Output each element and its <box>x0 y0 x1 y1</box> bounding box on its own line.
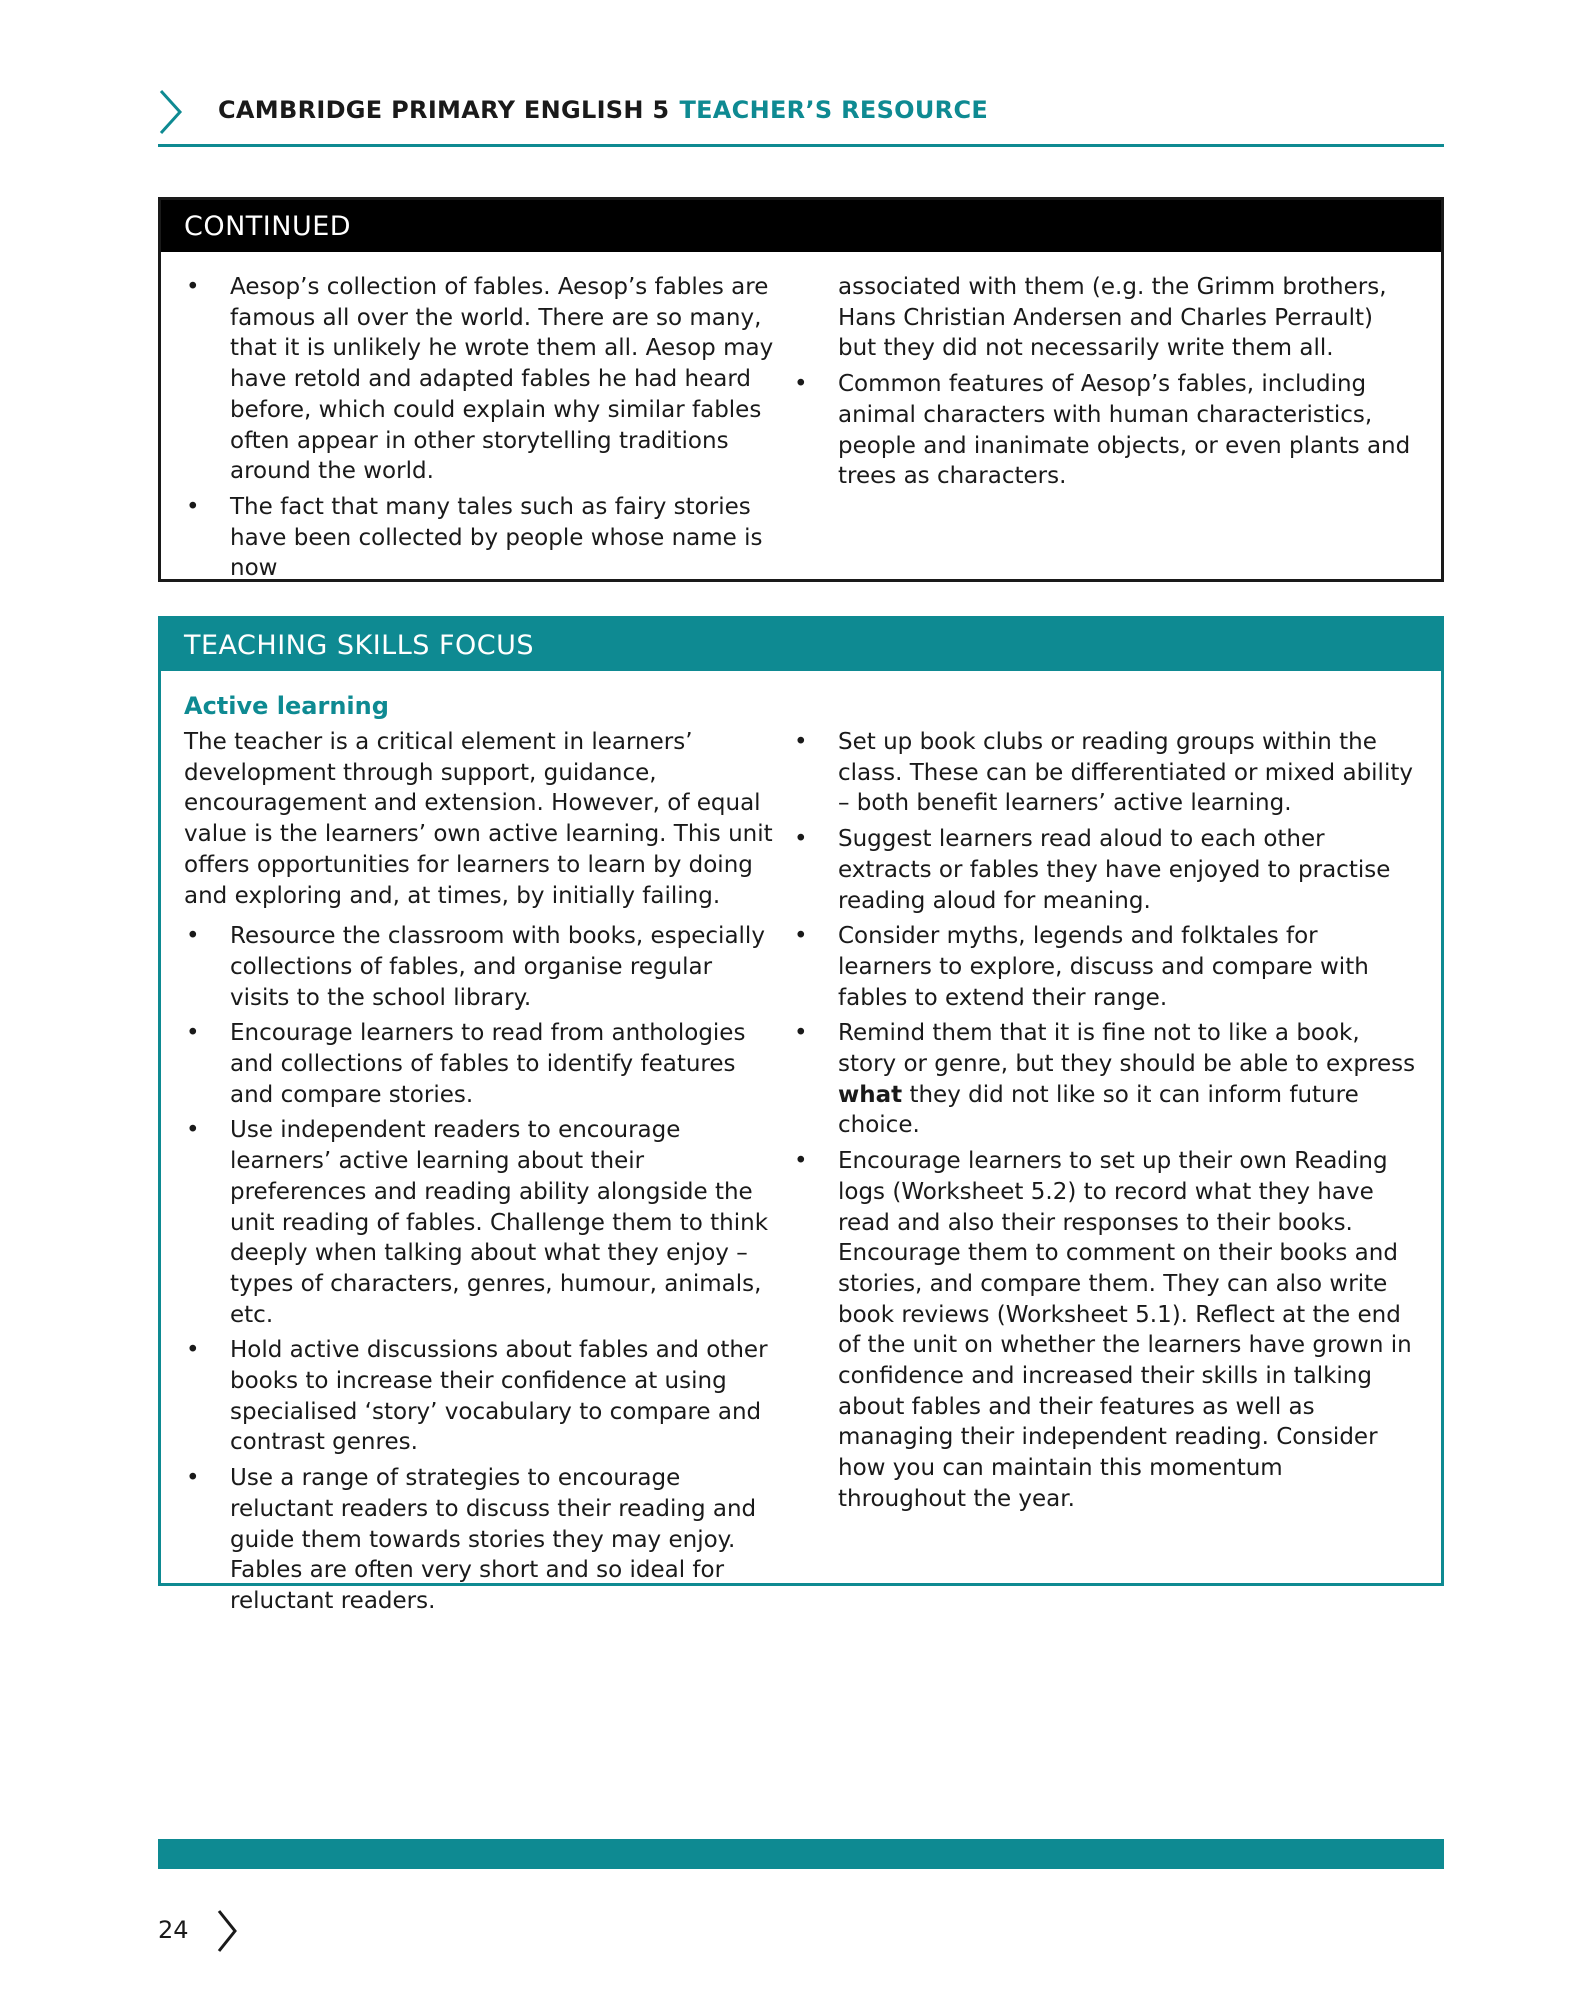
bullet-icon: • <box>794 729 808 755</box>
running-title <box>218 96 988 124</box>
teaching-right-column <box>794 691 1418 1622</box>
list-item: • Consider myths, legends and folktales for learners to explore, discuss and compare with fables to extend their range. <box>794 923 1369 1011</box>
header-divider <box>158 144 1444 147</box>
bullet-icon: • <box>186 923 200 950</box>
footer-bar <box>158 1839 1444 1869</box>
bullet-icon: • <box>794 371 808 398</box>
bullet-icon: • <box>186 1337 200 1364</box>
continued-left-column <box>184 272 774 589</box>
bullet-icon: • <box>794 826 808 853</box>
teaching-heading: TEACHING SKILLS FOCUS <box>161 619 1441 671</box>
teaching-skills-box <box>158 616 1444 1614</box>
continued-box <box>158 197 1444 582</box>
chevron-right-icon <box>216 1908 238 1954</box>
list-item: • Use independent readers to encourage learners’ active learning about their preferences and reading ability alongside the unit reading of fables. Challenge them to think deeply when talking about what they enjoy – types of characters, genres, humour, animals, etc. <box>186 1117 769 1328</box>
bullet-icon: • <box>186 1465 200 1492</box>
bullet-icon: • <box>186 493 200 520</box>
bullet-icon: • <box>794 923 808 950</box>
continued-text: associated with them (e.g. the Grimm brothers, Hans Christian Andersen and Charles Perrault) but they did not necessarily write them all. <box>838 274 1387 362</box>
list-item: • Encourage learners to set up their own Reading logs (Worksheet 5.2) to record what they have read and also their responses to their books. Encourage them to comment on their books and stories, and compare them. They can also write book reviews (Worksheet 5.1). Reflect at the end of the unit on whether the learners have grown in confidence and increased their skills in talking about fables and their features as well as managing their independent reading. Consider how you can maintain this momentum throughout the year. <box>794 1148 1412 1512</box>
list-item: • Encourage learners to read from anthologies and collections of fables to identify features and compare stories. <box>186 1020 746 1108</box>
continued-heading: CONTINUED <box>161 200 1441 252</box>
chevron-right-icon <box>158 88 184 136</box>
continued-right-column <box>794 272 1418 589</box>
teaching-left-column <box>184 691 774 1622</box>
intro-paragraph: The teacher is a critical element in learners’ development through support, guidance, encouragement and extension. However, of equal value is the learners’ own active learning. This unit offers opportunities for learners to learn by doing and exploring and, at times, by initially failing. <box>184 729 773 909</box>
bullet-icon: • <box>794 1020 808 1047</box>
page-number: 24 <box>158 1916 189 1944</box>
bullet-icon: • <box>794 1148 808 1175</box>
page-header <box>158 88 1444 148</box>
bullet-icon: • <box>186 274 200 300</box>
bullet-icon: • <box>186 1020 200 1047</box>
book-title: CAMBRIDGE PRIMARY ENGLISH 5 <box>218 96 670 124</box>
list-item: • Remind them that it is fine not to like a book, story or genre, but they should be able to express what they did not like so it can inform future choice. <box>794 1020 1416 1139</box>
list-item: • Aesop’s collection of fables. Aesop’s fables are famous all over the world. There are so many, that it is unlikely he wrote them all. Aesop may have retold and adapted fables he had heard before, which could explain why similar fables often appear in other storytelling traditions around the world. <box>186 274 774 485</box>
list-item: • Common features of Aesop’s fables, including animal characters with human characteristics, people and inanimate objects, or even plants and trees as characters. <box>794 371 1411 490</box>
list-item: • Suggest learners read aloud to each other extracts or fables they have enjoyed to practise reading aloud for meaning. <box>794 826 1391 914</box>
resource-title: TEACHER’S RESOURCE <box>679 96 989 124</box>
list-item: • Use a range of strategies to encourage reluctant readers to discuss their reading and guide them towards stories they may enjoy. Fables are often very short and so ideal for reluctant readers. <box>186 1465 757 1614</box>
bullet-icon: • <box>186 1117 200 1144</box>
section-subheading: Active learning <box>184 692 389 720</box>
list-item: • Hold active discussions about fables and other books to increase their confidence at using specialised ‘story’ vocabulary to compare and contrast genres. <box>186 1337 768 1456</box>
list-item: • The fact that many tales such as fairy stories have been collected by people whose name is now <box>186 493 763 582</box>
list-item: • Resource the classroom with books, especially collections of fables, and organise regular visits to the school library. <box>186 923 765 1011</box>
list-item: • Set up book clubs or reading groups within the class. These can be differentiated or mixed ability – both benefit learners’ active learning. <box>794 729 1413 817</box>
